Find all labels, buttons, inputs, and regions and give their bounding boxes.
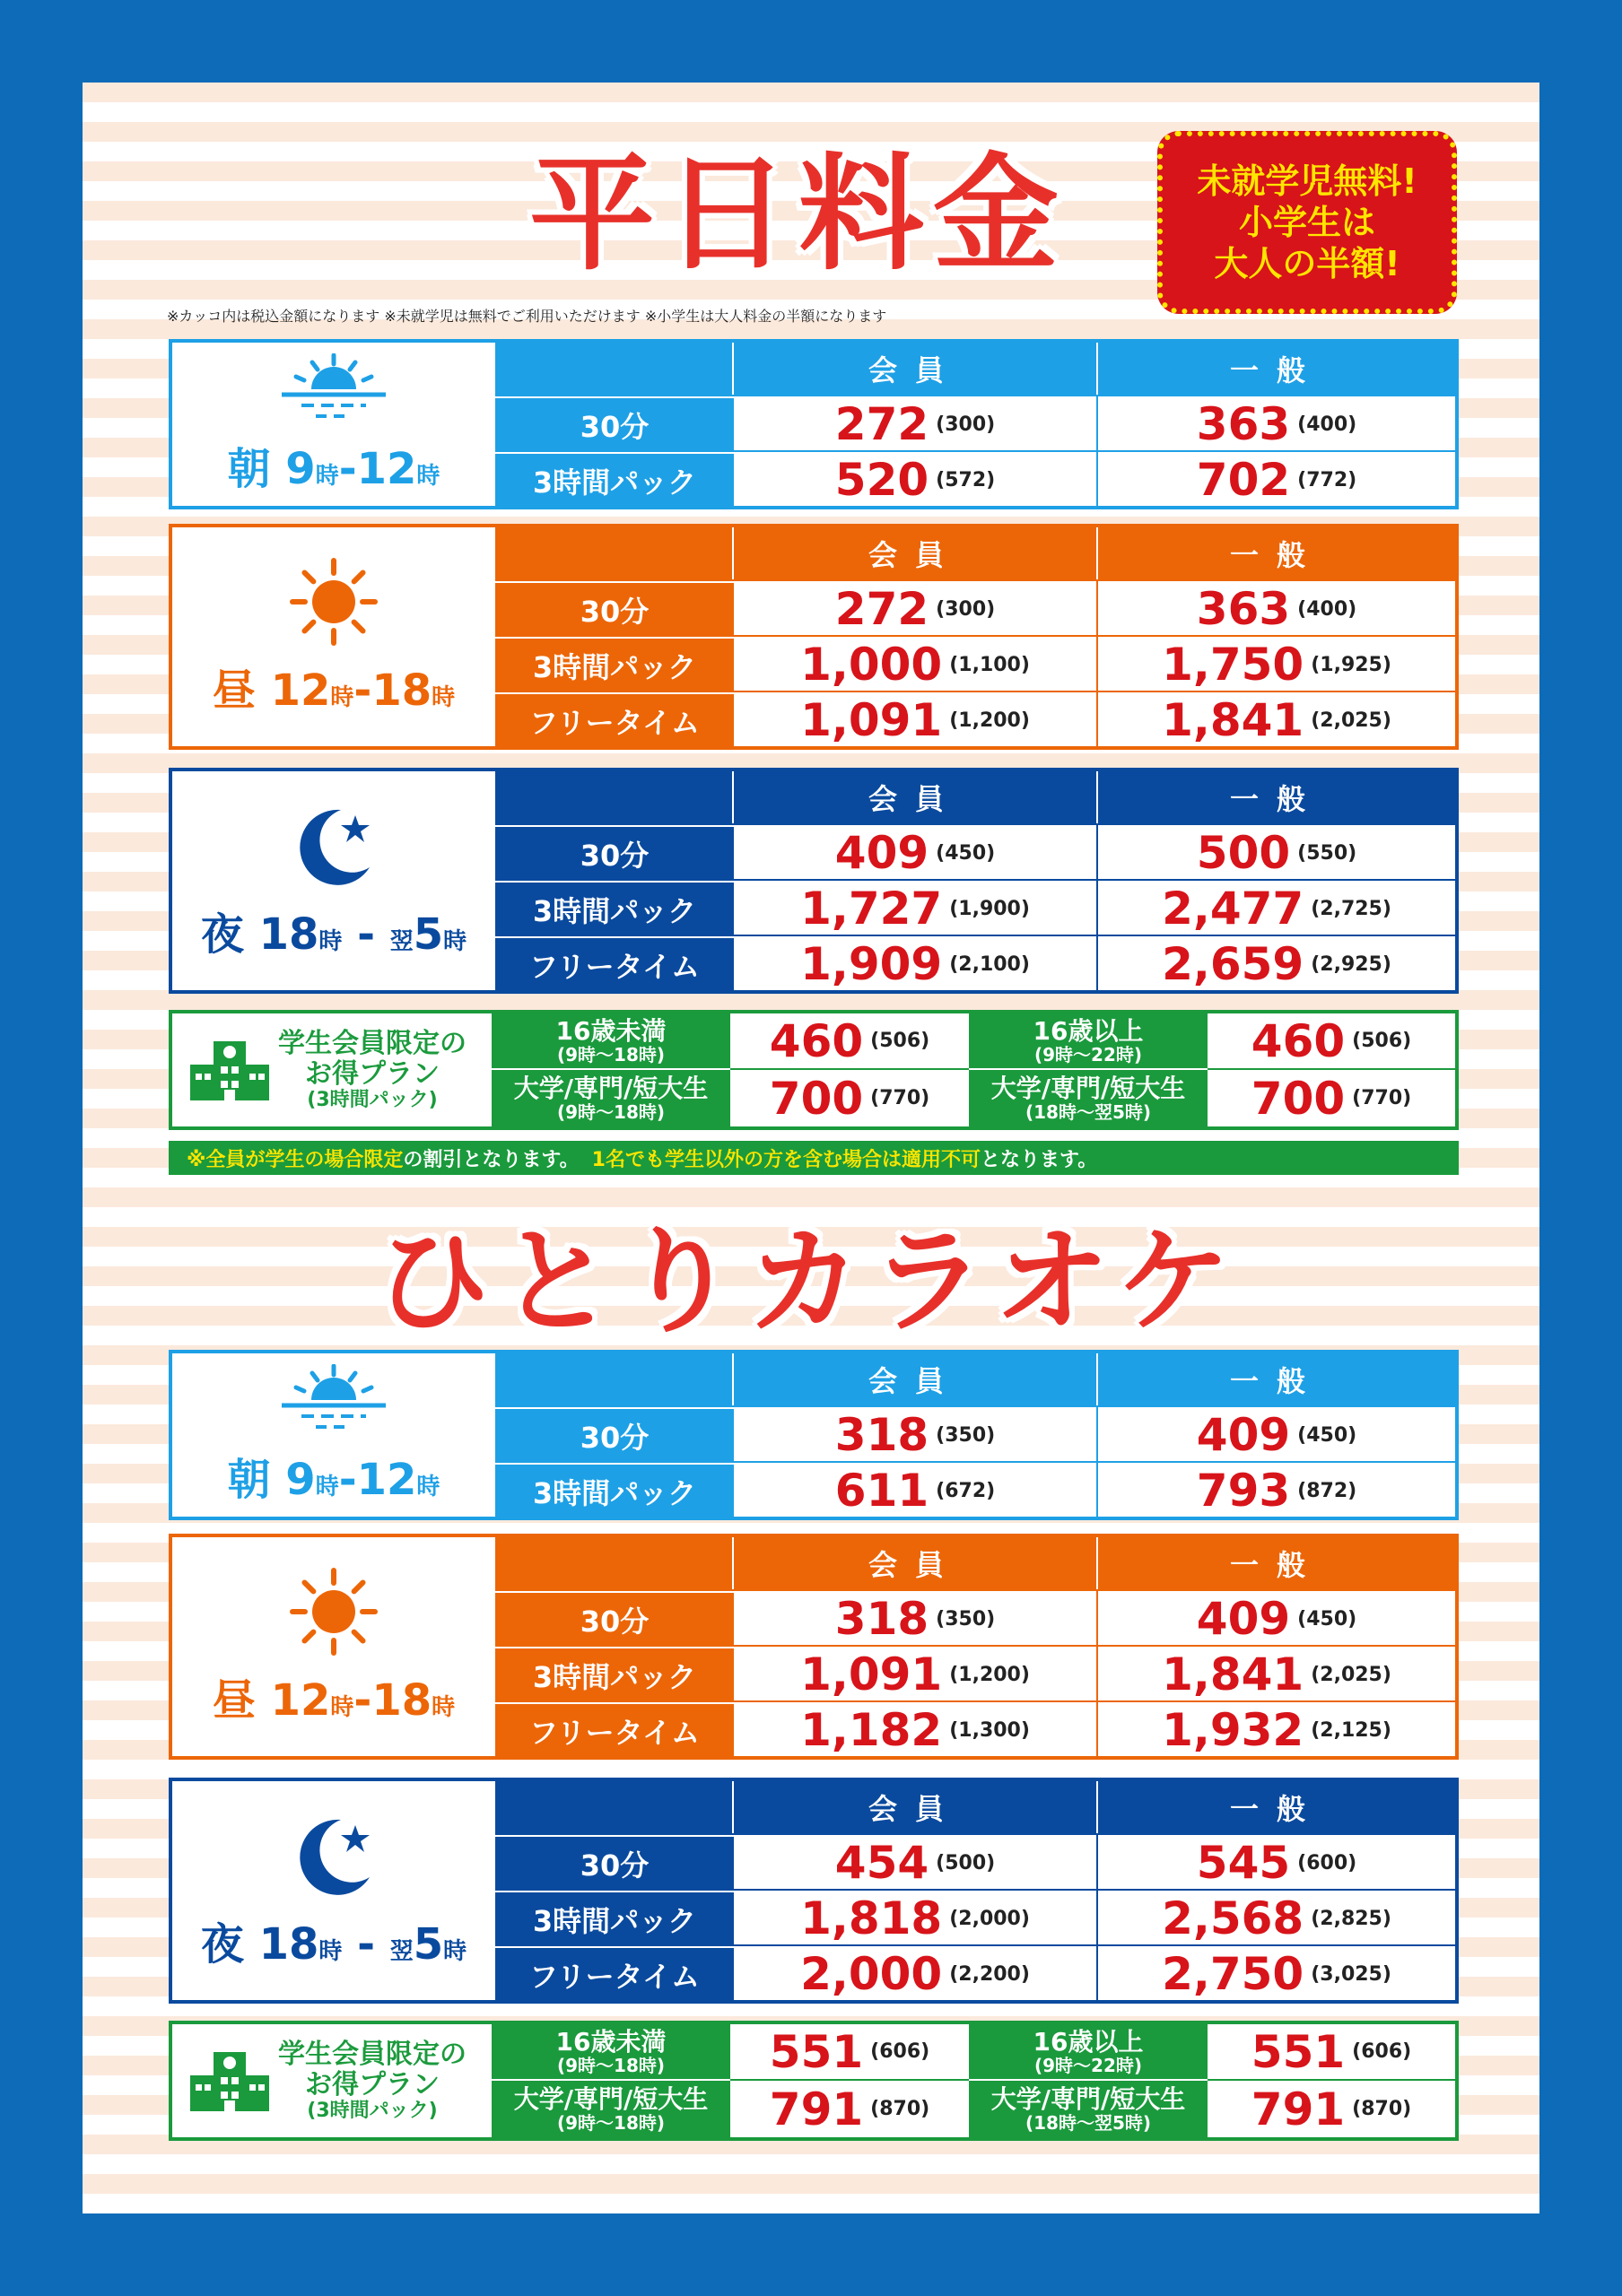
uni-price-night: 700 (770) — [1251, 1072, 1412, 1125]
general-price-tax: (1,925) — [1311, 653, 1391, 676]
time-label-night: 夜 18時 - 翌5時 — [200, 1918, 467, 1970]
solo-title: ひとりカラオケ — [375, 1215, 1240, 1349]
uni-label-day: 大学/専門/短大生 (9時〜18時) — [492, 2081, 730, 2137]
price-row — [495, 579, 1455, 637]
price-row — [495, 1461, 1455, 1518]
price-row — [495, 635, 1455, 692]
member-price-tax: (1,100) — [949, 653, 1030, 676]
general-header: 一般 — [1229, 353, 1323, 387]
weekday-night-label — [172, 771, 495, 990]
member-price-tax: (300) — [936, 597, 996, 621]
uni-price-night: 791 (870) — [1251, 2083, 1412, 2135]
general-price-tax: (550) — [1297, 841, 1357, 865]
weekday-morning-label — [172, 343, 495, 506]
general-price-tax: (2,925) — [1311, 952, 1391, 976]
plan-label: 3時間パック — [495, 1647, 734, 1702]
price-row — [495, 450, 1455, 508]
general-price: 702 — [1196, 454, 1291, 506]
general-price: 500 — [1196, 827, 1291, 879]
member-price-tax: (1,300) — [949, 1718, 1030, 1742]
member-price: 1,909 — [800, 938, 943, 990]
o16-label: 16歳以上 (9時〜22時) — [969, 1013, 1208, 1070]
plan-label: 3時間パック — [495, 452, 734, 508]
student-title-2: お得プラン — [305, 1058, 440, 1090]
header-row — [495, 1353, 1455, 1405]
general-price: 363 — [1196, 398, 1291, 450]
time-label-night: 夜 18時 - 翌5時 — [200, 909, 467, 960]
general-price: 1,932 — [1162, 1704, 1304, 1756]
member-header: 会員 — [734, 343, 1098, 395]
plan-label: フリータイム — [495, 1702, 734, 1758]
school-icon — [187, 2043, 273, 2115]
general-header: 一般 — [1229, 1548, 1323, 1582]
plan-label: 30分 — [495, 1407, 734, 1463]
u16-price: 551 (606) — [730, 2024, 969, 2081]
free-badge — [1157, 131, 1457, 314]
weekday-noon-table — [169, 524, 1459, 750]
solo-student-table — [169, 2021, 1459, 2141]
badge-line3: 大人の半額! — [1214, 244, 1400, 283]
price-row — [495, 1889, 1455, 1946]
general-price: 409 — [1196, 1409, 1291, 1461]
member-price: 1,091 — [800, 694, 943, 746]
u16-label: 16歳未満 (9時〜18時) — [492, 1013, 730, 1070]
member-price: 1,091 — [800, 1648, 943, 1700]
weekday-noon-label — [172, 527, 495, 746]
general-price-tax: (772) — [1297, 468, 1357, 491]
weekday-title: 平日料金 — [528, 142, 1068, 288]
student-title-3: (3時間パック) — [307, 1089, 438, 1111]
plan-label: 3時間パック — [495, 881, 734, 936]
moon-icon — [289, 801, 379, 891]
member-price-tax: (2,200) — [949, 1962, 1030, 1986]
student-title-3: (3時間パック) — [307, 2100, 438, 2122]
price-row — [495, 879, 1455, 936]
sunrise-icon — [280, 353, 388, 425]
uni-label-day: 大学/専門/短大生 (9時〜18時) — [492, 1070, 730, 1126]
sunrise-icon — [280, 1364, 388, 1436]
u16-label: 16歳未満 (9時〜18時) — [492, 2024, 730, 2081]
solo-morning-table — [169, 1350, 1459, 1520]
general-header: 一般 — [1229, 782, 1323, 816]
sun-icon — [289, 1567, 379, 1657]
member-price: 1,818 — [800, 1892, 943, 1944]
o16-label: 16歳以上 (9時〜22時) — [969, 2024, 1208, 2081]
general-price: 1,750 — [1162, 639, 1304, 691]
general-price-tax: (2,025) — [1311, 709, 1391, 732]
member-header: 会員 — [734, 1353, 1098, 1405]
price-row — [495, 1700, 1455, 1758]
price-row — [495, 1589, 1455, 1647]
member-price: 1,182 — [800, 1704, 943, 1756]
member-price-tax: (1,200) — [949, 1663, 1030, 1686]
general-price-tax: (2,125) — [1311, 1718, 1391, 1742]
header-row — [495, 1781, 1455, 1833]
member-price-tax: (1,900) — [949, 897, 1030, 920]
header-row — [495, 343, 1455, 395]
plan-label: 30分 — [495, 396, 734, 452]
member-header: 会員 — [734, 1781, 1098, 1833]
solo-night-label — [172, 1781, 495, 2000]
general-price: 545 — [1196, 1837, 1291, 1889]
price-row — [495, 935, 1455, 992]
price-row — [495, 395, 1455, 452]
general-price-tax: (2,825) — [1311, 1907, 1391, 1930]
solo-noon-label — [172, 1537, 495, 1756]
solo-night-table — [169, 1778, 1459, 2004]
o16-price: 460 (506) — [1208, 1013, 1455, 1070]
member-price: 409 — [834, 827, 929, 879]
uni-price-day: 791 (870) — [769, 2083, 930, 2135]
weekday-morning-table — [169, 339, 1459, 509]
member-price: 318 — [834, 1593, 929, 1645]
school-icon — [187, 1032, 273, 1104]
student-title-1: 学生会員限定の — [278, 2039, 467, 2070]
time-label-morning: 朝 9時-12時 — [227, 443, 440, 494]
member-header: 会員 — [734, 527, 1098, 579]
header-row — [495, 527, 1455, 579]
general-price-tax: (450) — [1297, 1607, 1357, 1631]
moon-icon — [289, 1811, 379, 1900]
price-row — [495, 691, 1455, 748]
plan-label: 3時間パック — [495, 1891, 734, 1946]
price-row — [495, 1944, 1455, 2002]
member-price: 2,000 — [800, 1948, 943, 2000]
member-price-tax: (672) — [936, 1479, 996, 1502]
student-title-1: 学生会員限定の — [278, 1028, 467, 1059]
general-price-tax: (872) — [1297, 1479, 1357, 1502]
member-price-tax: (350) — [936, 1607, 996, 1631]
general-price: 2,568 — [1162, 1892, 1304, 1944]
general-price-tax: (600) — [1297, 1851, 1357, 1874]
member-price: 1,000 — [800, 639, 943, 691]
header-row — [495, 1537, 1455, 1589]
note-part-d: となります。 — [980, 1148, 1098, 1171]
general-header: 一般 — [1229, 1364, 1323, 1398]
general-header: 一般 — [1229, 1792, 1323, 1826]
plan-label: フリータイム — [495, 692, 734, 748]
price-row — [495, 1645, 1455, 1702]
general-price-tax: (2,725) — [1311, 897, 1391, 920]
note-part-c: 1名でも学生以外の方を含む場合は適用不可 — [591, 1148, 981, 1171]
member-price: 1,727 — [800, 883, 943, 935]
solo-morning-label — [172, 1353, 495, 1517]
price-row — [495, 823, 1455, 881]
student-plan-label — [172, 1013, 492, 1126]
uni-label-night: 大学/専門/短大生 (18時〜翌5時) — [969, 2081, 1208, 2137]
member-price: 272 — [834, 583, 929, 635]
u16-price: 460 (506) — [730, 1013, 969, 1070]
general-price: 2,750 — [1162, 1948, 1304, 2000]
time-label-noon: 昼 12時-18時 — [212, 1674, 456, 1726]
badge-line1: 未就学児無料! — [1197, 161, 1417, 201]
weekday-night-table — [169, 768, 1459, 994]
member-price: 318 — [834, 1409, 929, 1461]
member-price-tax: (300) — [936, 413, 996, 436]
price-row — [495, 1405, 1455, 1463]
uni-price-day: 700 (770) — [769, 1072, 930, 1125]
general-header: 一般 — [1229, 538, 1323, 572]
time-label-morning: 朝 9時-12時 — [227, 1454, 440, 1505]
uni-label-night: 大学/専門/短大生 (18時〜翌5時) — [969, 1070, 1208, 1126]
member-price-tax: (2,000) — [949, 1907, 1030, 1930]
solo-noon-table — [169, 1534, 1459, 1760]
time-label-noon: 昼 12時-18時 — [212, 665, 456, 716]
general-price: 363 — [1196, 583, 1291, 635]
member-price: 272 — [834, 398, 929, 450]
plan-label: 30分 — [495, 1591, 734, 1647]
general-price-tax: (450) — [1297, 1423, 1357, 1447]
member-header: 会員 — [734, 1537, 1098, 1589]
general-price-tax: (400) — [1297, 413, 1357, 436]
member-price-tax: (350) — [936, 1423, 996, 1447]
plan-label: 30分 — [495, 825, 734, 881]
weekday-student-table — [169, 1010, 1459, 1130]
plan-label: フリータイム — [495, 1946, 734, 2002]
general-price-tax: (400) — [1297, 597, 1357, 621]
badge-line2: 小学生は — [1238, 203, 1375, 242]
member-price-tax: (500) — [936, 1851, 996, 1874]
general-price: 2,659 — [1162, 938, 1304, 990]
student-note — [169, 1141, 1459, 1175]
member-price-tax: (1,200) — [949, 709, 1030, 732]
member-price-tax: (450) — [936, 841, 996, 865]
plan-label: 3時間パック — [495, 637, 734, 692]
general-price: 1,841 — [1162, 1648, 1304, 1700]
general-price: 2,477 — [1162, 883, 1304, 935]
plan-label: フリータイム — [495, 936, 734, 992]
member-price: 611 — [834, 1465, 929, 1517]
plan-label: 30分 — [495, 581, 734, 637]
note-part-b: の割引となります。 — [403, 1148, 580, 1171]
student-plan-label — [172, 2024, 492, 2137]
header-row — [495, 771, 1455, 823]
student-title-2: お得プラン — [305, 2069, 440, 2100]
general-price: 1,841 — [1162, 694, 1304, 746]
tax-note: ※カッコ内は税込金額になります ※未就学児は無料でご利用いただけます ※小学生は大人料金の半額になります — [167, 308, 887, 325]
member-price: 520 — [834, 454, 929, 506]
general-price: 409 — [1196, 1593, 1291, 1645]
sun-icon — [289, 557, 379, 647]
plan-label: 30分 — [495, 1835, 734, 1891]
member-header: 会員 — [734, 771, 1098, 823]
member-price-tax: (2,100) — [949, 952, 1030, 976]
member-price: 454 — [834, 1837, 929, 1889]
price-row — [495, 1833, 1455, 1891]
note-part-a: ※全員が学生の場合限定 — [187, 1148, 404, 1171]
o16-price: 551 (606) — [1208, 2024, 1455, 2081]
general-price-tax: (3,025) — [1311, 1962, 1391, 1986]
general-price: 793 — [1196, 1465, 1291, 1517]
member-price-tax: (572) — [936, 468, 996, 491]
general-price-tax: (2,025) — [1311, 1663, 1391, 1686]
plan-label: 3時間パック — [495, 1463, 734, 1518]
